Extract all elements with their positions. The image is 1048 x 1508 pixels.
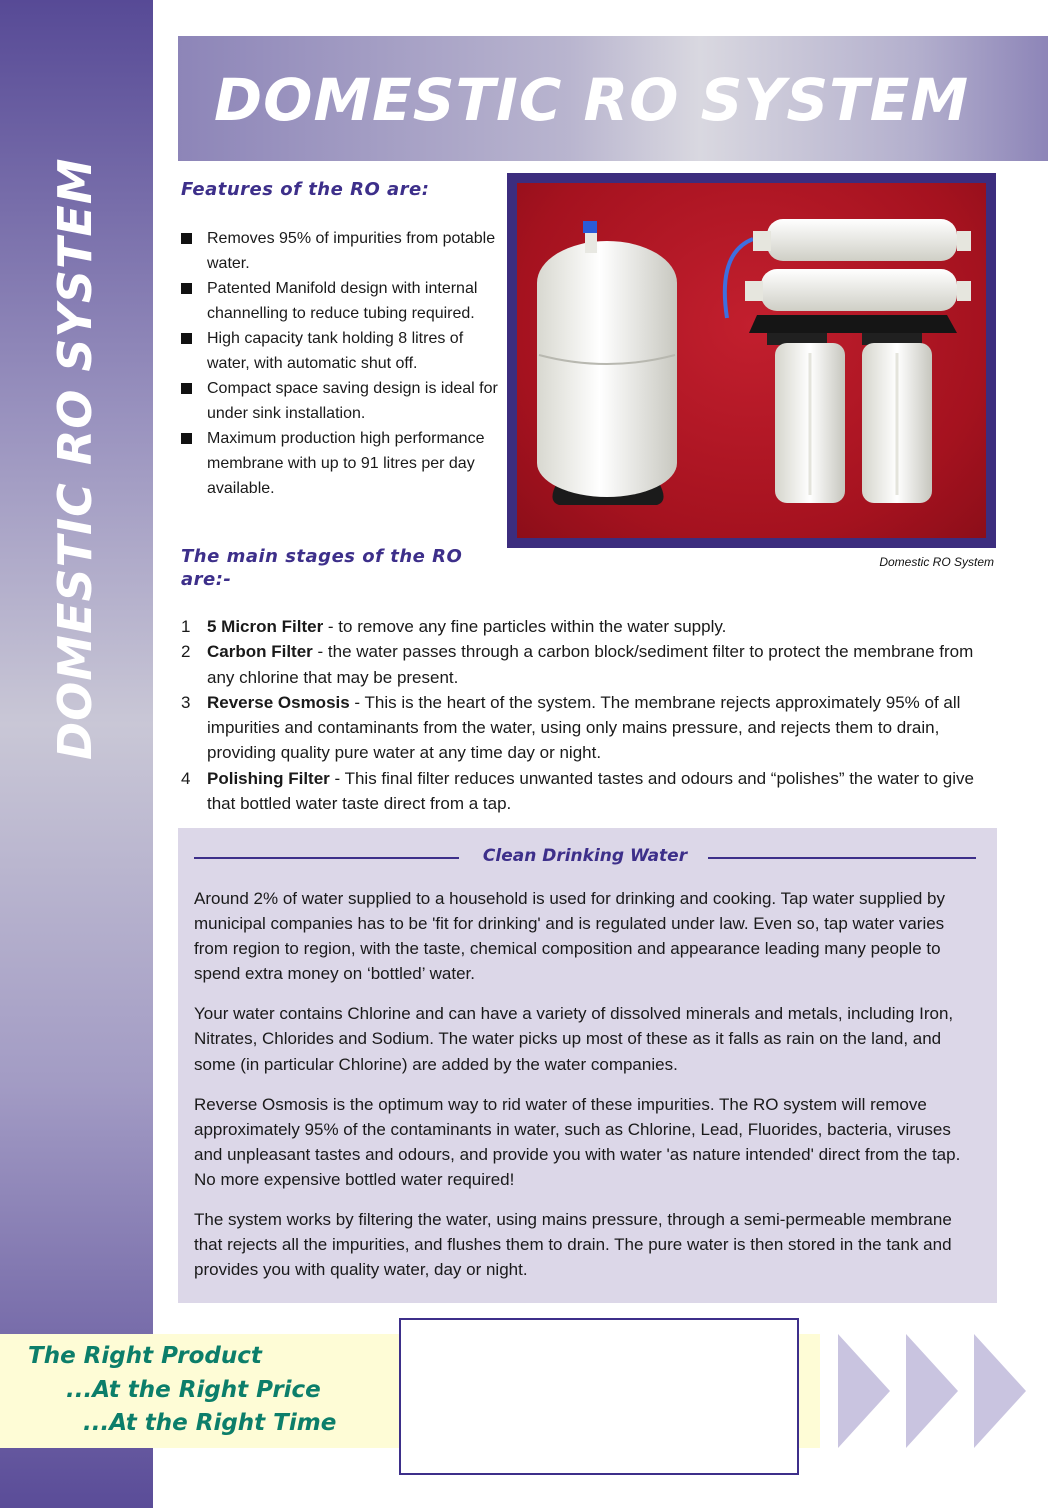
stage-name: Polishing Filter [207, 768, 330, 788]
ro-system-illustration [517, 183, 986, 538]
stage-item [181, 690, 991, 766]
features-heading: Features of the RO are: [181, 179, 430, 200]
feature-text: High capacity tank holding 8 litres of water, with automatic shut off. [207, 330, 464, 372]
feature-item [181, 326, 501, 376]
clean-water-text [194, 886, 979, 1297]
square-bullet-icon [181, 433, 192, 444]
slogan-line-3: ...At the Right Time [83, 1410, 337, 1436]
clean-water-box [178, 828, 997, 1303]
paragraph: Your water contains Chlorine and can have a variety of dissolved minerals and metals, including Iron, Nitrates, Chlorides and Sodium. The water picks up most of these as it falls as rain on the land, and some (in particular Chlorine) are added by the water companies. [194, 1004, 954, 1074]
feature-item [181, 276, 501, 326]
slogan-line-2: ...At the Right Price [66, 1377, 321, 1403]
feature-item [181, 376, 501, 426]
square-bullet-icon [181, 333, 192, 344]
stage-name: Reverse Osmosis [207, 692, 350, 712]
clean-water-title-row [194, 846, 976, 870]
triangle-arrow-icon [906, 1334, 958, 1448]
stage-text: - the water passes through a carbon block/sediment filter to protect the membrane from any chlorine that may be present. [207, 642, 974, 687]
stage-number: 4 [181, 768, 191, 788]
paragraph: Reverse Osmosis is the optimum way to rid water of these impurities. The RO system will remove approximately 95% of the contaminants in water, such as Chlorine, Lead, Fluorides, bacteria, viruses and unpleasant tastes and odours, and provide you with water 'as nature intended' direct from the tap. No more expensive bottled water required! [194, 1094, 961, 1189]
stage-number: 3 [181, 692, 191, 712]
stage-item [181, 639, 991, 690]
stage-text: - This is the heart of the system. The membrane rejects approximately 95% of all impurities and contaminants from the water, using only mains pressure, and rejects them to drain, providing quality pure water at any time day or night. [207, 692, 961, 763]
triangle-arrow-icon [838, 1334, 890, 1448]
title-rule-right [708, 857, 976, 859]
stage-text: - to remove any fine particles within the water supply. [323, 617, 727, 636]
side-title: DOMESTIC RO SYSTEM [48, 157, 102, 760]
paragraph: The system works by filtering the water, using mains pressure, through a semi-permeable membrane that rejects all the impurities, and flushes them to drain. The pure water is then stored in the tank and provides you with quality water, day or night. [194, 1210, 952, 1280]
features-list [181, 226, 501, 501]
paragraph: Around 2% of water supplied to a household is used for drinking and cooking. Tap water supplied by municipal companies has to be 'fit for drinking' and is regulated under law. Even so, tap water varies from region to region, with the taste, chemical composition and appearance leading many people to spend extra money on ‘bottled’ water. [194, 889, 945, 984]
photo-caption: Domestic RO System [879, 555, 994, 569]
triangle-arrow-icon [974, 1334, 1026, 1448]
slogan-line-1: The Right Product [28, 1343, 262, 1369]
stage-number: 2 [181, 642, 191, 662]
dealer-stamp-box [399, 1318, 799, 1475]
stage-item [181, 614, 991, 639]
stages-heading: The main stages of the RO are:- [181, 546, 463, 590]
stage-name: 5 Micron Filter [207, 617, 324, 636]
feature-item [181, 226, 501, 276]
feature-text: Compact space saving design is ideal for under sink installation. [207, 380, 498, 422]
square-bullet-icon [181, 383, 192, 394]
stage-number: 1 [181, 617, 191, 636]
feature-text: Removes 95% of impurities from potable water. [207, 230, 496, 272]
page-title: DOMESTIC RO SYSTEM [214, 66, 970, 134]
square-bullet-icon [181, 233, 192, 244]
title-banner [178, 36, 1048, 161]
feature-text: Patented Manifold design with internal channelling to reduce tubing required. [207, 280, 478, 322]
feature-item [181, 426, 501, 501]
product-photo [507, 173, 996, 548]
product-photo-image [517, 183, 986, 538]
stage-name: Carbon Filter [207, 642, 313, 662]
square-bullet-icon [181, 283, 192, 294]
feature-text: Maximum production high performance membrane with up to 91 litres per day available. [207, 430, 485, 497]
stages-list [181, 614, 991, 816]
stage-item [181, 766, 991, 817]
stage-text: - This final filter reduces unwanted tastes and odours and “polishes” the water to give that bottled water taste direct from a tap. [207, 768, 974, 814]
clean-water-title: Clean Drinking Water [482, 846, 688, 866]
